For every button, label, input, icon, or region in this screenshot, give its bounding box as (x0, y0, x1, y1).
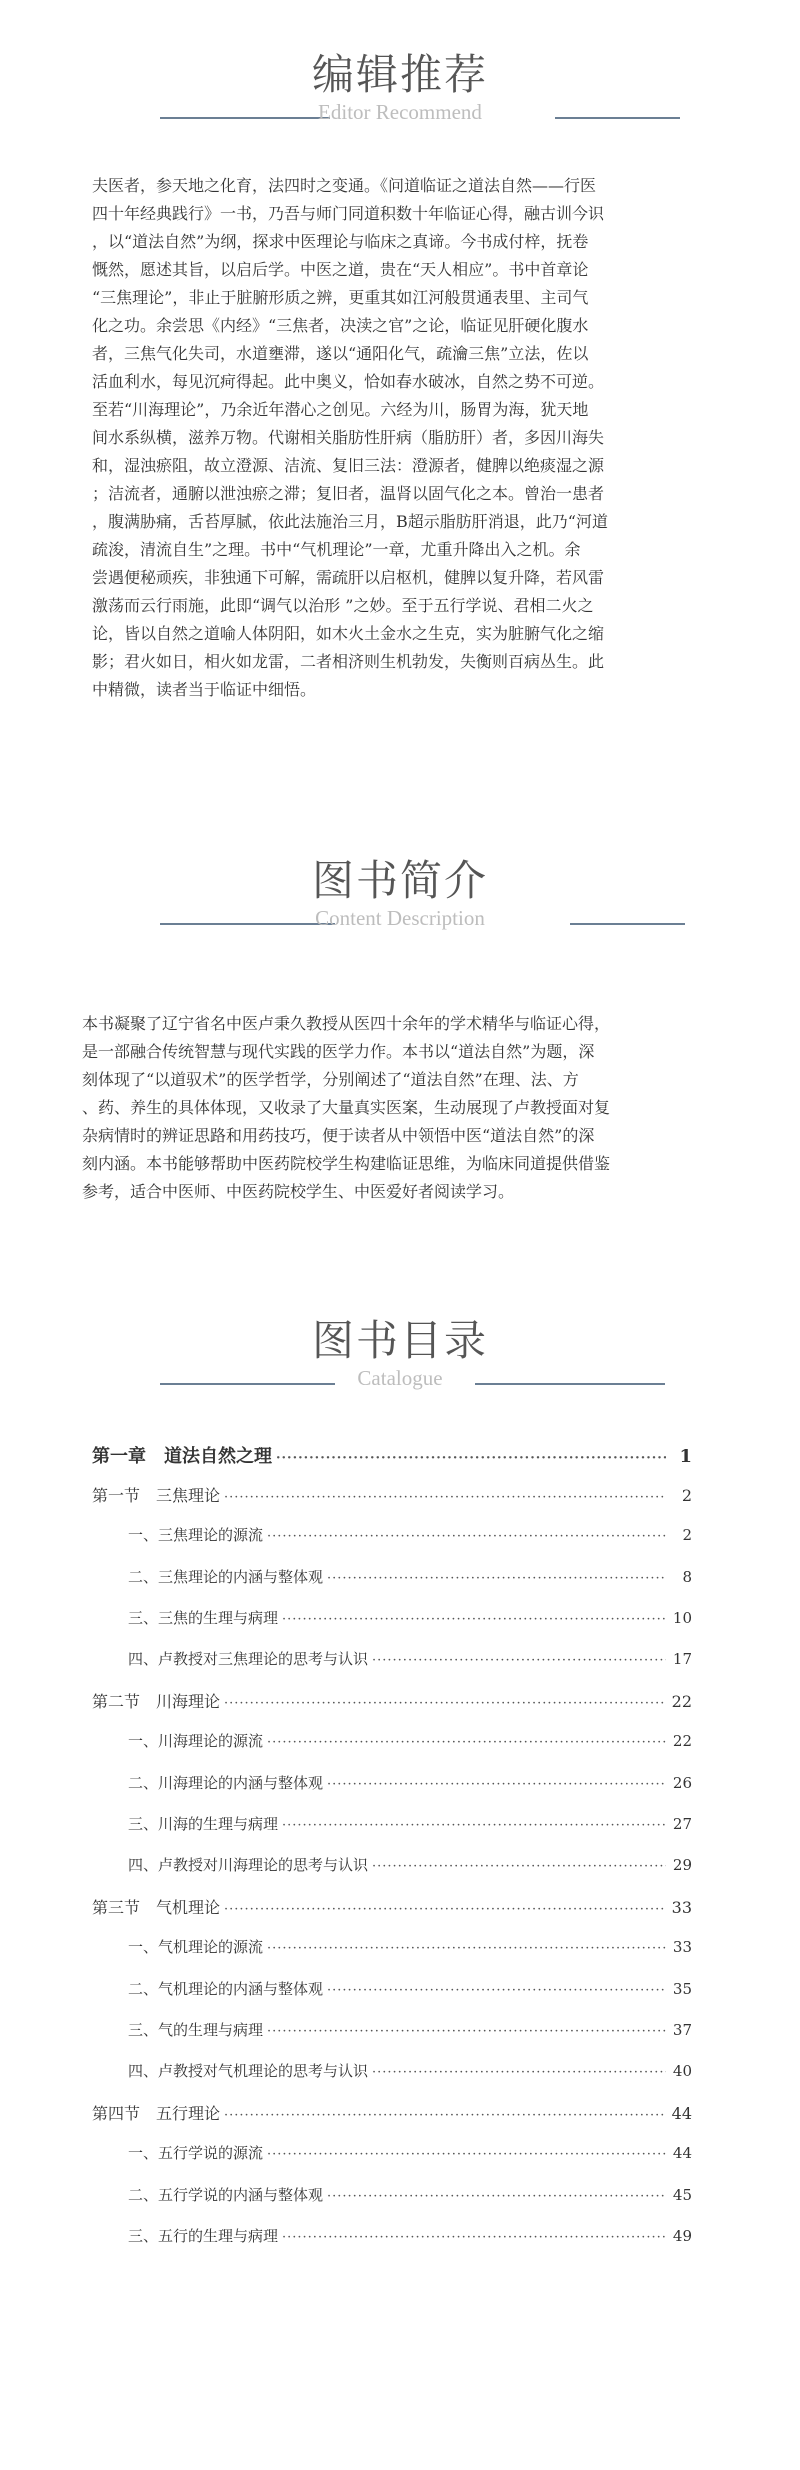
text-line: 中精微，读者当于临证中细悟。 (92, 680, 317, 699)
toc-entry[interactable] (128, 2184, 692, 2205)
toc-entry[interactable] (92, 1689, 692, 1712)
toc-entry[interactable] (128, 1524, 692, 1545)
toc-entry-label: 第一章 道法自然之理 (92, 1446, 272, 1467)
dot-leader (267, 1529, 666, 1544)
section-title: 编辑推荐 (311, 50, 488, 99)
dot-leader (282, 1612, 666, 1627)
catalogue-section (0, 1308, 800, 1438)
toc-entry-label: 四、卢教授对三焦理论的思考与认识 (128, 1650, 369, 1668)
dot-leader (224, 2108, 666, 2123)
dot-leader (267, 1735, 666, 1750)
toc-entry-label: 二、三焦理论的内涵与整体观 (128, 1567, 324, 1586)
text-line: 参考，适合中医师、中医药院校学生、中医爱好者阅读学习。 (82, 1182, 515, 1201)
toc-entry[interactable] (128, 1607, 692, 1628)
dot-leader (327, 1777, 666, 1792)
toc-entry-label: 一、五行学说的源流 (128, 2144, 264, 2163)
toc-entry[interactable] (128, 1813, 692, 1834)
toc-entry-page: 22 (671, 1692, 692, 1712)
text-line: 四十年经典践行》一书，乃吾与师门同道积数十年临证心得，融古训今识 (92, 204, 605, 223)
dot-leader (224, 1902, 666, 1917)
text-line: 疏浚，清流自生”之理。书中“气机理论”一章，尤重升降出入之机。余 (92, 540, 581, 559)
text-line: 者，三焦气化失司，水道壅滞，遂以“通阳化气，疏瀹三焦”立法，佐以 (92, 344, 589, 363)
toc-entry-page: 49 (672, 2226, 692, 2245)
dot-leader (224, 1490, 666, 1505)
text-line: ，以“道法自然”为纲，探求中医理论与临床之真谛。今书成付梓，抚卷 (92, 232, 589, 251)
dot-leader (282, 2230, 666, 2245)
toc-entry-label: 第一节 三焦理论 (92, 1486, 221, 1506)
toc-entry-label: 一、三焦理论的源流 (128, 1526, 264, 1545)
toc-entry-label: 第三节 气机理论 (92, 1898, 221, 1918)
section-title: 图书目录 (311, 1316, 488, 1365)
text-line: 论，皆以自然之道喻人体阴阳，如木火土金水之生克，实为脏腑气化之缩 (92, 624, 605, 643)
content-description-text (82, 1010, 722, 1206)
toc-entry[interactable] (128, 1772, 692, 1793)
toc-entry[interactable] (128, 2019, 692, 2040)
section-heading (0, 1308, 800, 1438)
toc-entry-label: 二、气机理论的内涵与整体观 (128, 1979, 324, 1998)
editor-recommend-section (0, 42, 800, 172)
dot-leader (224, 1696, 666, 1711)
text-line: 至若“川海理论”，乃余近年潜心之创见。六经为川，肠胃为海，犹天地 (92, 400, 589, 419)
toc-entry[interactable] (128, 1936, 692, 1957)
toc-entry-page: 35 (672, 1979, 692, 1998)
text-line: 影；君火如日，相火如龙雷，二者相济则生机勃发，失衡则百病丛生。此 (92, 652, 605, 671)
text-line: 尝遇便秘顽疾，非独通下可解，需疏肝以启枢机，健脾以复升降，若风雷 (92, 568, 605, 587)
toc-entry-label: 一、气机理论的源流 (128, 1938, 264, 1957)
toc-entry-page: 33 (672, 1938, 692, 1957)
text-line: 活血利水，每见沉疴得起。此中奥义，恰如春水破冰，自然之势不可逆。 (92, 372, 605, 391)
toc-entry-page: 44 (672, 2144, 692, 2163)
toc-entry-page: 29 (672, 1856, 692, 1874)
toc-entry-page: 2 (682, 1526, 692, 1545)
text-line: 夫医者，参天地之化育，法四时之变通。《问道临证之道法自然——行医 (92, 176, 597, 195)
text-line: 本书凝聚了辽宁省名中医卢秉久教授从医四十余年的学术精华与临证心得， (82, 1014, 611, 1033)
toc-entry-label: 三、气的生理与病理 (128, 2020, 264, 2039)
toc-entry-label: 四、卢教授对川海理论的思考与认识 (128, 1856, 369, 1874)
dot-leader (276, 1451, 666, 1466)
text-line: 刻内涵。本书能够帮助中医药院校学生构建临证思维，为临床同道提供借鉴 (82, 1154, 611, 1173)
dot-leader (327, 1571, 666, 1586)
dot-leader (372, 1653, 666, 1668)
text-line: ；洁流者，通腑以泄浊瘀之滞；复旧者，温肾以固气化之本。曾治一患者 (92, 484, 605, 503)
text-line: 慨然，愿述其旨，以启后学。中医之道，贵在“天人相应”。书中首章论 (92, 260, 589, 279)
dot-leader (267, 2024, 666, 2039)
toc-entry-page: 10 (672, 1608, 692, 1627)
toc-entry-page: 40 (672, 2062, 692, 2080)
toc-entry-page: 37 (672, 2020, 692, 2039)
toc-entry-label: 二、五行学说的内涵与整体观 (128, 2185, 324, 2204)
text-line: 化之功。余尝思《内经》“三焦者，决渎之官”之论，临证见肝硬化腹水 (92, 316, 589, 335)
dot-leader (372, 1859, 666, 1874)
dot-leader (372, 2065, 666, 2080)
toc-entry[interactable] (128, 1854, 692, 1875)
toc-entry[interactable] (128, 2060, 692, 2081)
toc-entry-label: 第二节 川海理论 (92, 1692, 221, 1712)
text-line: 是一部融合传统智慧与现代实践的医学力作。本书以“道法自然”为题，深 (82, 1042, 595, 1061)
section-subtitle: Content Description (315, 906, 485, 930)
toc-entry-label: 三、川海的生理与病理 (128, 1814, 279, 1833)
toc-entry[interactable] (128, 1730, 692, 1751)
toc-entry[interactable] (128, 1978, 692, 1999)
toc-entry-page: 2 (681, 1486, 692, 1506)
toc-entry-page: 1 (679, 1446, 692, 1467)
toc-entry-page: 17 (672, 1650, 692, 1668)
content-description-section (0, 848, 800, 978)
toc-entry-label: 三、五行的生理与病理 (128, 2226, 279, 2245)
dot-leader (267, 2147, 666, 2162)
section-subtitle: Catalogue (357, 1366, 443, 1390)
dot-leader (327, 1983, 666, 1998)
text-line: 、药、养生的具体体现，又收录了大量真实医案，生动展现了卢教授面对复 (82, 1098, 611, 1117)
section-heading (0, 848, 800, 978)
text-line: 刻体现了“以道驭术”的医学哲学，分别阐述了“道法自然”在理、法、方 (82, 1070, 579, 1089)
section-heading (0, 42, 800, 172)
heading-rule-right (475, 1383, 665, 1385)
text-line: 激荡而云行雨施，此即“调气以治形 ”之妙。至于五行学说、君相二火之 (92, 596, 594, 615)
toc-entry-label: 三、三焦的生理与病理 (128, 1608, 279, 1627)
toc-entry[interactable] (92, 2101, 692, 2124)
heading-rule-right (570, 923, 685, 925)
heading-rule-right (555, 117, 680, 119)
section-title: 图书简介 (311, 856, 488, 905)
toc-entry-page: 33 (671, 1898, 692, 1918)
toc-entry[interactable] (128, 1648, 692, 1669)
dot-leader (267, 1941, 666, 1956)
toc-entry-label: 一、川海理论的源流 (128, 1732, 264, 1751)
dot-leader (282, 1818, 666, 1833)
text-line: 间水系纵横，滋养万物。代谢相关脂肪性肝病（脂肪肝）者，多因川海失 (92, 428, 605, 447)
toc-entry[interactable] (92, 1895, 692, 1918)
toc-entry-page: 22 (672, 1732, 692, 1751)
toc-entry-label: 第四节 五行理论 (92, 2104, 221, 2124)
text-line: “三焦理论”，非止于脏腑形质之辨，更重其如江河般贯通表里、主司气 (92, 288, 589, 307)
dot-leader (327, 2189, 666, 2204)
toc-entry[interactable] (92, 1483, 692, 1506)
toc-entry-page: 45 (672, 2185, 692, 2204)
text-line: 杂病情时的辨证思路和用药技巧，便于读者从中领悟中医“道法自然”的深 (82, 1126, 595, 1145)
toc-entry-page: 26 (672, 1773, 692, 1792)
toc-entry-page: 44 (671, 2104, 692, 2124)
editor-recommend-text (92, 172, 722, 704)
text-line: ，腹满胁痛，舌苔厚腻，依此法施治三月，B超示脂肪肝消退，此乃“河道 (92, 512, 608, 531)
toc-entry[interactable] (128, 1566, 692, 1587)
toc-entry[interactable] (128, 2225, 692, 2246)
text-line: 和，湿浊瘀阻，故立澄源、洁流、复旧三法：澄源者，健脾以绝痰湿之源 (92, 456, 605, 475)
toc-entry[interactable] (92, 1442, 692, 1468)
toc-entry-label: 二、川海理论的内涵与整体观 (128, 1773, 324, 1792)
section-subtitle: Editor Recommend (318, 100, 482, 124)
toc-entry-label: 四、卢教授对气机理论的思考与认识 (128, 2062, 369, 2080)
toc-entry-page: 8 (682, 1567, 692, 1586)
toc-entry[interactable] (128, 2142, 692, 2163)
toc-entry-page: 27 (672, 1814, 692, 1833)
